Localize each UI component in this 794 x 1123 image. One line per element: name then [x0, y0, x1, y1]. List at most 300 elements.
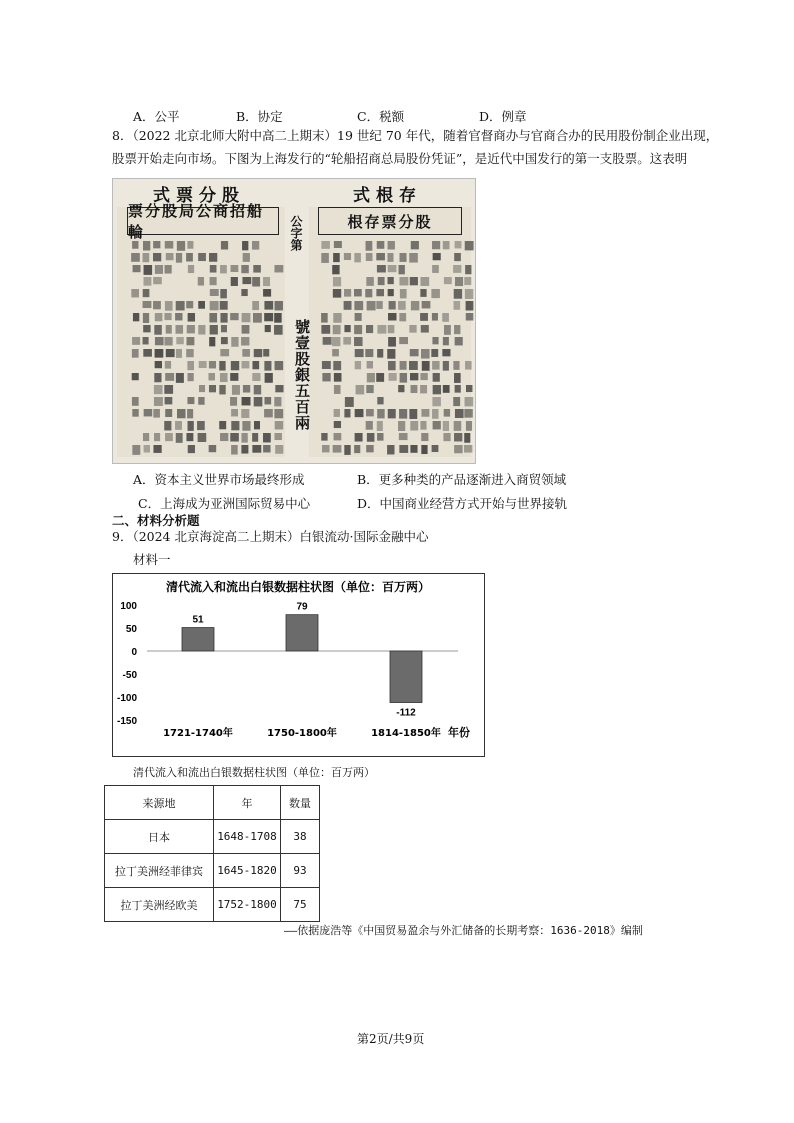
silver-source-table: [104, 785, 320, 922]
certificate-glyph: [176, 337, 183, 344]
certificate-glyph: [176, 373, 184, 383]
certificate-glyph: [165, 409, 172, 417]
certificate-glyph: [355, 433, 363, 442]
certificate-glyph: [421, 445, 427, 454]
certificate-glyph: [241, 445, 248, 454]
x-category-label: 1750-1800年: [267, 728, 337, 739]
certificate-glyph: [275, 301, 283, 310]
chart-bar: [286, 615, 318, 651]
certificate-glyph: [153, 241, 160, 248]
certificate-glyph: [252, 241, 259, 250]
certificate-glyph: [421, 325, 429, 333]
certificate-glyph: [143, 289, 150, 297]
certificate-glyph: [355, 409, 364, 417]
certificate-glyph: [155, 361, 162, 368]
certificate-glyph: [252, 277, 260, 286]
certificate-glyph: [177, 241, 185, 251]
certificate-glyph: [209, 445, 217, 452]
certificate-glyph: [376, 373, 384, 382]
table-cell: 拉丁美洲经欧美: [105, 888, 214, 922]
certificate-glyph: [433, 253, 441, 260]
certificate-glyph: [466, 313, 474, 321]
certificate-glyph: [198, 433, 207, 442]
certificate-glyph: [242, 421, 250, 431]
certificate-glyph: [442, 313, 449, 322]
certificate-glyph: [241, 337, 249, 345]
certificate-glyph: [420, 313, 428, 321]
certificate-glyph: [209, 253, 217, 262]
y-tick-label: -100: [116, 693, 137, 704]
silver-flow-chart: [112, 573, 485, 757]
certificate-glyph: [333, 253, 340, 262]
certificate-glyph: [143, 349, 152, 357]
certificate-glyph: [332, 337, 340, 346]
certificate-glyph: [274, 325, 283, 335]
table-row: [105, 854, 320, 888]
material1-label: 材料一: [133, 552, 171, 567]
certificate-glyph: [165, 433, 173, 441]
certificate-glyph: [377, 265, 386, 272]
certificate-text-columns: [113, 179, 475, 463]
chart-canvas: [113, 574, 484, 756]
certificate-glyph: [154, 385, 163, 394]
certificate-glyph: [143, 241, 150, 251]
certificate-glyph: [143, 253, 150, 262]
certificate-glyph: [454, 289, 462, 299]
certificate-glyph: [432, 397, 440, 406]
certificate-glyph: [466, 301, 474, 311]
certificate-glyph: [231, 421, 239, 430]
certificate-glyph: [242, 277, 251, 284]
certificate-glyph: [388, 289, 394, 296]
certificate-glyph: [165, 241, 173, 249]
certificate-glyph: [387, 445, 394, 454]
q7-option-d: D．例章: [479, 109, 527, 124]
certificate-right-header: 式根存: [353, 186, 422, 206]
certificate-glyph: [398, 301, 406, 310]
certificate-glyph: [231, 265, 239, 272]
certificate-glyph: [455, 241, 462, 248]
certificate-glyph: [410, 277, 418, 285]
certificate-glyph: [252, 361, 259, 369]
certificate-glyph: [187, 325, 195, 333]
certificate-glyph: [132, 337, 140, 345]
certificate-glyph: [389, 373, 397, 381]
certificate-glyph: [366, 241, 373, 251]
chart-bar: [390, 651, 422, 703]
certificate-glyph: [409, 325, 416, 333]
certificate-glyph: [144, 409, 153, 416]
certificate-glyph: [334, 421, 341, 428]
certificate-glyph: [366, 421, 373, 430]
table-cell: 拉丁美洲经菲律宾: [105, 854, 214, 888]
certificate-glyph: [154, 397, 163, 406]
certificate-glyph: [388, 277, 394, 284]
certificate-glyph: [274, 433, 281, 440]
certificate-glyph: [275, 445, 283, 454]
certificate-glyph: [322, 361, 331, 369]
certificate-glyph: [321, 241, 330, 249]
certificate-glyph: [334, 385, 341, 394]
certificate-glyph: [221, 337, 228, 344]
certificate-glyph: [186, 433, 193, 441]
x-category-label: 1814-1850年: [371, 728, 441, 739]
certificate-glyph: [399, 313, 406, 321]
chart-bar: [182, 628, 214, 651]
certificate-glyph: [411, 241, 419, 249]
certificate-glyph: [176, 301, 185, 310]
certificate-glyph: [443, 241, 450, 249]
certificate-glyph: [321, 433, 327, 441]
certificate-glyph: [421, 433, 428, 441]
certificate-glyph: [432, 241, 440, 249]
certificate-glyph: [454, 445, 462, 453]
certificate-glyph: [275, 361, 284, 370]
certificate-glyph: [199, 385, 205, 392]
certificate-glyph: [176, 349, 182, 358]
certificate-glyph: [421, 409, 429, 417]
table-header-year: 年: [214, 786, 281, 820]
certificate-glyph: [187, 337, 195, 345]
certificate-glyph: [431, 349, 438, 357]
certificate-glyph: [275, 385, 283, 392]
x-category-label: 1721-1740年: [163, 728, 233, 739]
certificate-glyph: [254, 421, 260, 429]
certificate-glyph: [433, 385, 441, 394]
certificate-glyph: [388, 313, 396, 320]
certificate-glyph: [376, 289, 384, 296]
certificate-glyph: [198, 277, 204, 286]
certificate-glyph: [387, 349, 395, 359]
certificate-glyph: [143, 337, 149, 344]
certificate-glyph: [155, 337, 164, 345]
chart-caption: 清代流入和流出白银数据柱状图（单位：百万两）: [133, 766, 375, 779]
table-cell: 38: [281, 820, 320, 854]
certificate-glyph: [253, 313, 262, 323]
certificate-glyph: [410, 445, 417, 453]
certificate-glyph: [420, 277, 429, 286]
certificate-glyph: [230, 433, 239, 442]
certificate-glyph: [453, 265, 461, 273]
certificate-glyph: [263, 349, 269, 357]
certificate-glyph: [410, 349, 419, 356]
certificate-glyph: [243, 253, 250, 262]
certificate-glyph: [164, 385, 173, 394]
certificate-glyph: [264, 301, 273, 310]
certificate-glyph: [264, 361, 271, 371]
certificate-glyph: [365, 289, 372, 297]
table-cell: 75: [281, 888, 320, 922]
certificate-glyph: [274, 265, 283, 272]
certificate-glyph: [356, 385, 365, 394]
bar-value-label: 51: [192, 614, 204, 626]
certificate-glyph: [220, 301, 228, 310]
certificate-glyph: [354, 301, 363, 310]
certificate-glyph: [365, 349, 373, 357]
certificate-glyph: [344, 325, 350, 332]
certificate-glyph: [454, 421, 462, 431]
certificate-glyph: [252, 433, 258, 442]
certificate-glyph: [132, 445, 140, 455]
certificate-glyph: [400, 373, 407, 383]
certificate-glyph: [344, 409, 350, 417]
certificate-glyph: [230, 373, 238, 381]
certificate-glyph: [166, 349, 175, 357]
certificate-glyph: [219, 361, 225, 371]
certificate-glyph: [132, 349, 139, 358]
certificate-glyph: [263, 433, 271, 442]
certificate-glyph: [398, 385, 404, 392]
certificate-glyph: [411, 301, 419, 310]
certificate-glyph: [366, 409, 374, 416]
certificate-glyph: [154, 373, 161, 382]
certificate-glyph: [454, 325, 460, 334]
certificate-glyph: [230, 397, 237, 406]
certificate-glyph: [133, 313, 139, 321]
certificate-glyph: [254, 349, 262, 357]
certificate-glyph: [175, 325, 183, 334]
certificate-glyph: [208, 373, 214, 380]
certificate-glyph: [186, 301, 193, 308]
certificate-serial-label: 公字第: [289, 215, 303, 251]
certificate-left-header: 式票分股: [153, 186, 245, 206]
certificate-glyph: [232, 385, 240, 395]
certificate-glyph: [210, 325, 218, 335]
certificate-glyph: [252, 301, 259, 310]
certificate-glyph: [176, 253, 182, 263]
certificate-glyph: [399, 277, 408, 285]
certificate-glyph: [464, 409, 472, 418]
certificate-glyph: [164, 421, 171, 430]
certificate-glyph: [442, 349, 450, 356]
certificate-glyph: [409, 253, 418, 263]
q7-option-b: B．协定: [236, 109, 283, 124]
certificate-glyph: [154, 433, 160, 441]
certificate-glyph: [398, 421, 405, 431]
certificate-glyph: [186, 349, 193, 357]
certificate-glyph: [219, 421, 226, 429]
certificate-glyph: [220, 349, 229, 356]
certificate-glyph: [210, 301, 219, 310]
certificate-glyph: [387, 253, 393, 262]
certificate-glyph: [220, 373, 228, 382]
table-cell: 1645-1820: [214, 854, 281, 888]
certificate-glyph: [453, 361, 459, 370]
certificate-glyph: [210, 277, 217, 285]
certificate-glyph: [132, 397, 139, 406]
certificate-glyph: [366, 277, 374, 286]
certificate-glyph: [453, 397, 460, 406]
certificate-glyph: [333, 325, 341, 334]
certificate-glyph: [455, 277, 463, 286]
table-header-row: [105, 786, 320, 820]
certificate-glyph: [231, 445, 238, 455]
certificate-glyph: [264, 397, 271, 404]
certificate-glyph: [143, 313, 149, 323]
certificate-glyph: [431, 289, 440, 298]
certificate-glyph: [433, 373, 440, 382]
certificate-glyph: [332, 265, 339, 274]
certificate-glyph: [188, 373, 194, 381]
certificate-glyph: [333, 445, 342, 453]
certificate-glyph: [334, 409, 340, 417]
certificate-glyph: [221, 241, 228, 250]
certificate-glyph: [366, 445, 373, 452]
certificate-glyph: [443, 361, 449, 371]
table-cell: 1752-1800: [214, 888, 281, 922]
certificate-glyph: [332, 349, 339, 356]
certificate-glyph: [366, 385, 373, 393]
q8-option-d: D．中国商业经营方式开始与世界接轨: [357, 496, 568, 511]
certificate-glyph: [274, 397, 281, 406]
y-tick-label: 50: [125, 624, 137, 635]
certificate-glyph: [263, 445, 270, 452]
certificate-glyph: [131, 289, 139, 297]
certificate-glyph: [345, 397, 354, 407]
certificate-glyph: [354, 337, 363, 346]
certificate-glyph: [321, 325, 330, 334]
section-title: 二、材料分析题: [112, 513, 200, 528]
certificate-glyph: [464, 433, 470, 443]
q8-stem: [112, 128, 719, 167]
certificate-glyph: [155, 313, 163, 321]
certificate-glyph: [464, 445, 472, 453]
certificate-glyph: [399, 265, 405, 274]
certificate-glyph: [175, 313, 182, 320]
certificate-glyph: [188, 265, 194, 273]
certificate-glyph: [455, 385, 461, 393]
certificate-glyph: [221, 325, 227, 332]
certificate-glyph: [210, 289, 219, 296]
certificate-glyph: [209, 313, 217, 322]
q8-option-b: B．更多种类的产品逐渐进入商贸领域: [357, 472, 567, 487]
table-header-amount: 数量: [281, 786, 320, 820]
certificate-glyph: [153, 253, 161, 261]
certificate-glyph: [220, 433, 228, 441]
certificate-glyph: [422, 301, 431, 308]
certificate-glyph: [242, 325, 250, 334]
certificate-glyph: [344, 445, 350, 455]
certificate-glyph: [376, 253, 385, 260]
certificate-glyph: [466, 385, 472, 392]
certificate-glyph: [377, 349, 383, 358]
certificate-glyph: [466, 421, 472, 431]
certificate-glyph: [366, 325, 373, 333]
certificate-glyph: [198, 253, 206, 261]
certificate-glyph: [132, 409, 138, 417]
certificate-glyph: [132, 373, 139, 380]
certificate-glyph: [241, 265, 248, 273]
certificate-glyph: [420, 289, 426, 297]
y-tick-label: -50: [122, 670, 137, 681]
certificate-glyph: [166, 325, 172, 334]
certificate-glyph: [334, 241, 342, 248]
q8-stem-line2: 股票开始走向市场。下图为上海发行的“轮船招商总局股份凭证”，是近代中国发行的第一支股票。这表明: [112, 151, 688, 166]
chart-title: 清代流入和流出白银数据柱状图（单位：百万两）: [165, 580, 431, 594]
y-tick-label: -150: [116, 716, 137, 727]
certificate-glyph: [242, 241, 248, 250]
certificate-glyph: [455, 409, 464, 418]
certificate-glyph: [153, 277, 162, 284]
certificate-glyph: [420, 385, 427, 393]
certificate-glyph: [465, 397, 474, 406]
certificate-glyph: [187, 241, 193, 249]
certificate-glyph: [241, 433, 247, 443]
certificate-glyph: [230, 313, 238, 320]
y-tick-label: 100: [120, 601, 137, 612]
certificate-glyph: [344, 301, 352, 310]
certificate-glyph: [252, 445, 261, 453]
certificate-glyph: [388, 337, 396, 347]
certificate-glyph: [432, 361, 439, 370]
certificate-glyph: [323, 337, 332, 345]
table-row: [105, 888, 320, 922]
certificate-glyph: [242, 397, 251, 405]
certificate-glyph: [432, 445, 439, 452]
certificate-glyph: [432, 409, 438, 419]
certificate-glyph: [165, 265, 172, 274]
page-footer: 第2页/共9页: [357, 1032, 425, 1046]
certificate-glyph: [334, 373, 342, 382]
certificate-glyph: [264, 313, 273, 321]
certificate-glyph: [274, 313, 281, 323]
certificate-glyph: [176, 433, 183, 443]
q9-stem: 9．（2024 北京海淀高二上期末）白银流动·国际金融中心: [112, 529, 429, 544]
certificate-glyph: [219, 385, 225, 394]
q7-option-a: A．公平: [133, 109, 180, 124]
q7-option-c: C．税额: [357, 109, 405, 124]
certificate-glyph: [220, 313, 227, 323]
certificate-glyph: [265, 325, 271, 332]
certificate-glyph: [367, 373, 375, 382]
table-cell: 日本: [105, 820, 214, 854]
certificate-glyph: [253, 265, 261, 273]
certificate-glyph: [321, 253, 329, 263]
certificate-glyph: [399, 337, 408, 344]
certificate-glyph: [265, 373, 273, 383]
certificate-right-title-box: 根存票分股: [318, 207, 462, 235]
certificate-glyph: [377, 325, 386, 334]
certificate-glyph: [209, 385, 216, 392]
certificate-glyph: [199, 361, 207, 368]
certificate-glyph: [144, 445, 150, 452]
certificate-glyph: [432, 337, 438, 344]
certificate-glyph: [143, 301, 152, 308]
certificate-glyph: [164, 313, 171, 320]
certificate-glyph: [354, 289, 362, 296]
certificate-glyph: [322, 445, 330, 452]
certificate-glyph: [388, 265, 397, 272]
certificate-glyph: [465, 361, 472, 370]
certificate-glyph: [377, 241, 385, 249]
certificate-glyph: [334, 433, 342, 440]
certificate-glyph: [243, 385, 250, 393]
certificate-glyph: [343, 337, 351, 345]
certificate-glyph: [400, 289, 407, 298]
certificate-glyph: [241, 409, 249, 418]
certificate-glyph: [197, 421, 205, 430]
certificate-share-value: 號壹股銀五百兩: [293, 319, 311, 431]
certificate-glyph: [354, 445, 360, 453]
certificate-glyph: [399, 433, 408, 440]
certificate-glyph: [377, 409, 384, 418]
certificate-glyph: [443, 421, 449, 431]
certificate-glyph: [465, 241, 474, 250]
certificate-glyph: [400, 253, 407, 262]
certificate-glyph: [454, 433, 462, 441]
certificate-glyph: [198, 301, 205, 309]
certificate-glyph: [410, 421, 418, 431]
